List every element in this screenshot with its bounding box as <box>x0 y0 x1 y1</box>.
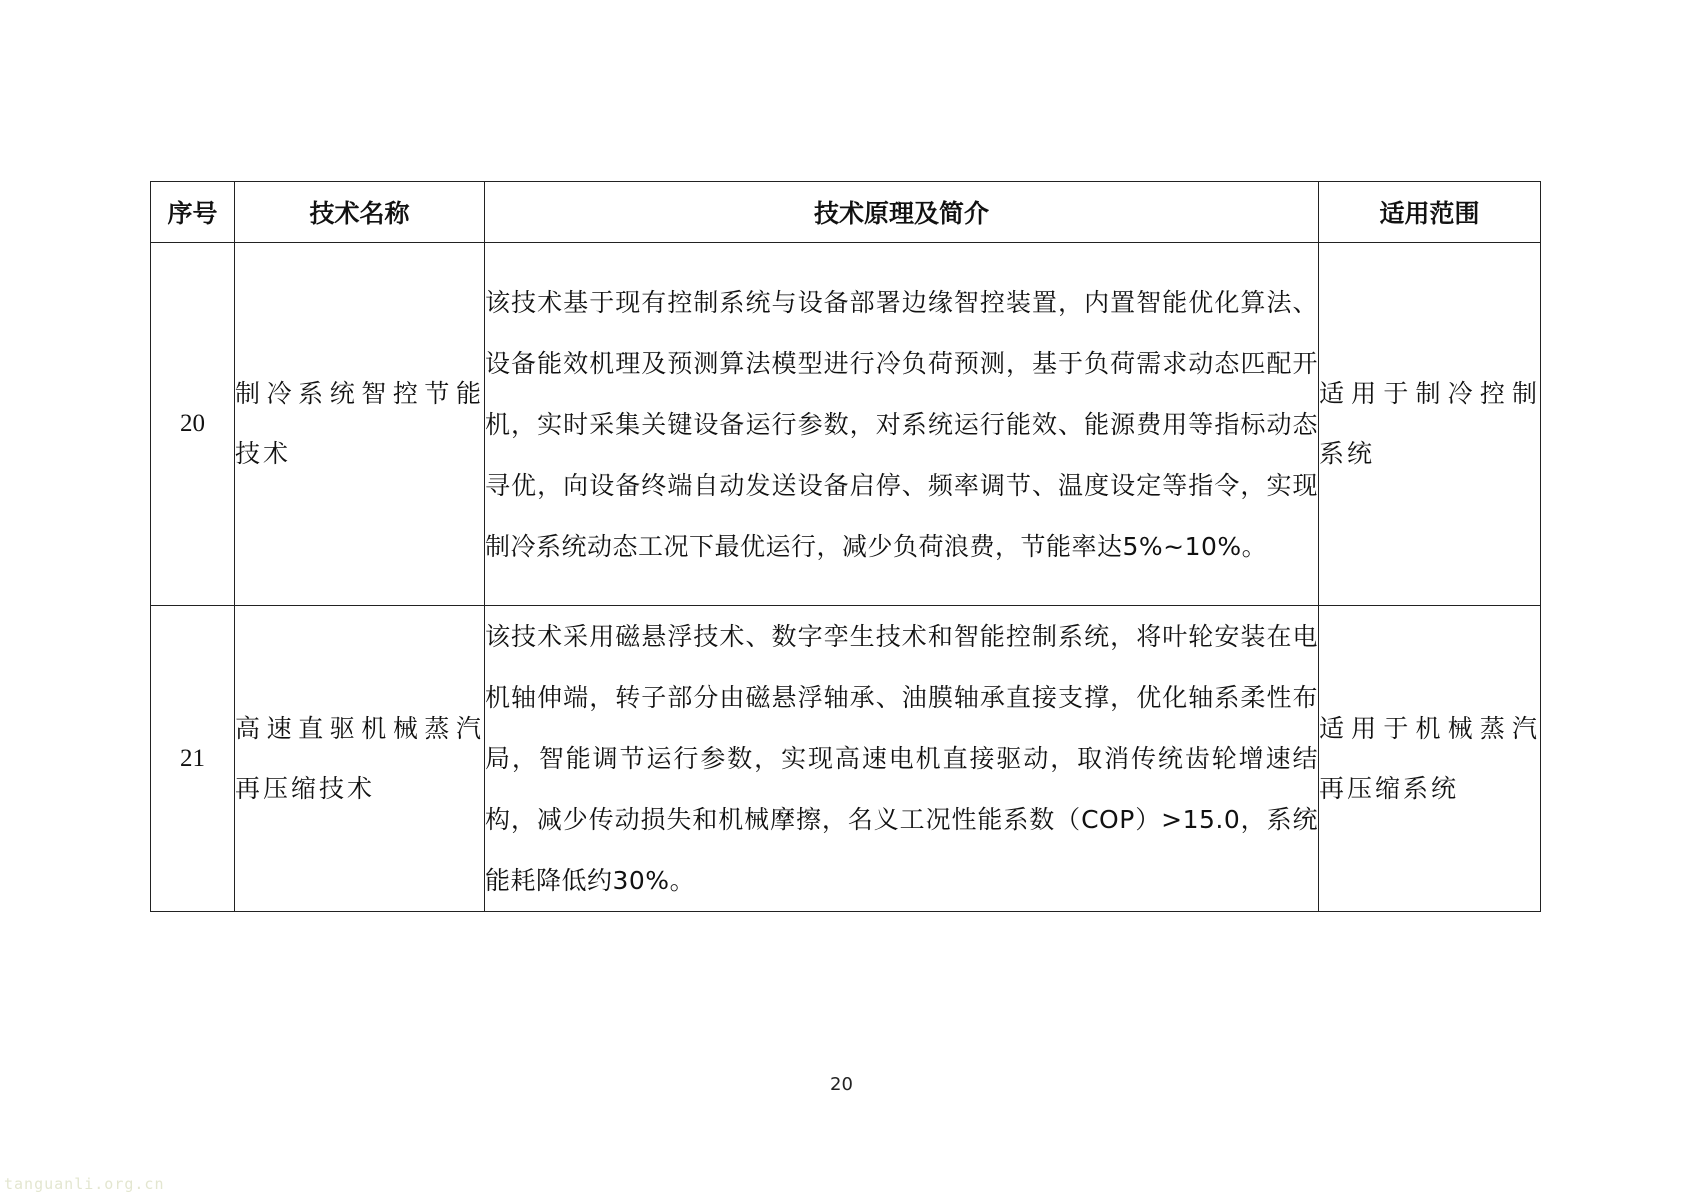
page-number: 20 <box>830 1074 853 1095</box>
row-technology-name: 高速直驱机械蒸汽再压缩技术 <box>235 606 485 912</box>
header-serial-number: 序号 <box>151 182 235 243</box>
watermark-text: tanguanli.org.cn <box>4 1175 165 1193</box>
row-serial-number: 21 <box>151 606 235 912</box>
header-technology-name: 技术名称 <box>235 182 485 243</box>
row-application-scope: 适用于机械蒸汽再压缩系统 <box>1319 606 1541 912</box>
technology-table <box>150 181 1541 912</box>
header-principle-description: 技术原理及简介 <box>485 182 1319 243</box>
header-application-scope: 适用范围 <box>1319 182 1541 243</box>
row-principle-description: 该技术采用磁悬浮技术、数字孪生技术和智能控制系统，将叶轮安装在电机轴伸端，转子部分由磁悬浮轴承、油膜轴承直接支撑，优化轴系柔性布局，智能调节运行参数，实现高速电机直接驱动，取消传统齿轮增速结构，减少传动损失和机械摩擦，名义工况性能系数（COP）>15.0，系统能耗降低约30%。 <box>485 606 1319 912</box>
table-row <box>151 606 1541 912</box>
row-technology-name: 制冷系统智控节能技术 <box>235 243 485 606</box>
table-header-row <box>151 182 1541 243</box>
row-application-scope: 适用于制冷控制系统 <box>1319 243 1541 606</box>
table-row <box>151 243 1541 606</box>
row-serial-number: 20 <box>151 243 235 606</box>
row-principle-description: 该技术基于现有控制系统与设备部署边缘智控装置，内置智能优化算法、设备能效机理及预测算法模型进行冷负荷预测，基于负荷需求动态匹配开机，实时采集关键设备运行参数，对系统运行能效、能源费用等指标动态寻优，向设备终端自动发送设备启停、频率调节、温度设定等指令，实现制冷系统动态工况下最优运行，减少负荷浪费，节能率达5%~10%。 <box>485 243 1319 606</box>
